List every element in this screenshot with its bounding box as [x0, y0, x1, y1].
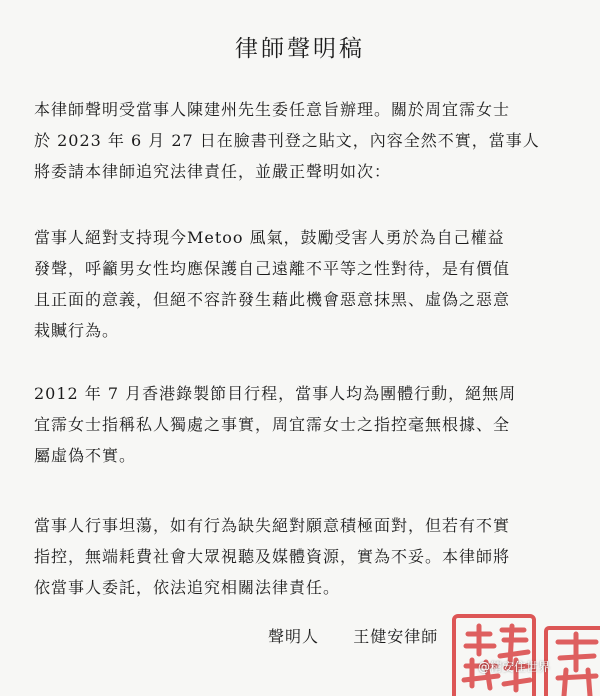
paragraph-3 [34, 378, 574, 471]
paragraph-1 [34, 94, 574, 187]
watermark: @精安住世界 [478, 660, 551, 674]
lawyer-name: 王健安律師 [353, 627, 439, 646]
signatory-label: 聲明人 [268, 627, 320, 646]
paragraph-line: 發聲，呼籲男女性均應保護自己遠離不平等之性對待，是有價值 [34, 259, 511, 278]
paragraph-line: 依當事人委託，依法追究相關法律責任。 [34, 578, 341, 597]
paragraph-line: 栽贓行為。 [34, 321, 120, 340]
document-title: 律師聲明稿 [235, 36, 365, 62]
paragraph-line: 本律師聲明受當事人陳建州先生委任意旨辦理。關於周宜霈女士 [34, 100, 511, 119]
seal-stamp-icon [446, 606, 600, 696]
paragraph-line: 當事人絕對支持現今Metoo 風氣，鼓勵受害人勇於為自己權益 [34, 228, 505, 247]
paragraph-line: 2012 年 7 月香港錄製節目行程，當事人均為團體行動，絕無周 [34, 384, 517, 403]
signature-line [268, 624, 438, 647]
paragraph-line: 當事人行事坦蕩，如有行為缺失絕對願意積極面對，但若有不實 [34, 516, 511, 535]
paragraph-line: 屬虛偽不實。 [34, 446, 137, 465]
paragraph-line: 於 2023 年 6 月 27 日在臉書刊登之貼文，內容全然不實，當事人 [34, 131, 540, 150]
paragraph-2 [34, 222, 574, 346]
paragraph-line: 將委請本律師追究法律責任，並嚴正聲明如次： [34, 162, 392, 181]
paragraph-4 [34, 510, 574, 603]
paragraph-line: 宜霈女士指稱私人獨處之事實，周宜霈女士之指控毫無根據、全 [34, 415, 511, 434]
paragraph-line: 且正面的意義，但絕不容許發生藉此機會惡意抹黑、虛偽之惡意 [34, 290, 511, 309]
paragraph-line: 指控，無端耗費社會大眾視聽及媒體資源，實為不妥。本律師將 [34, 547, 511, 566]
